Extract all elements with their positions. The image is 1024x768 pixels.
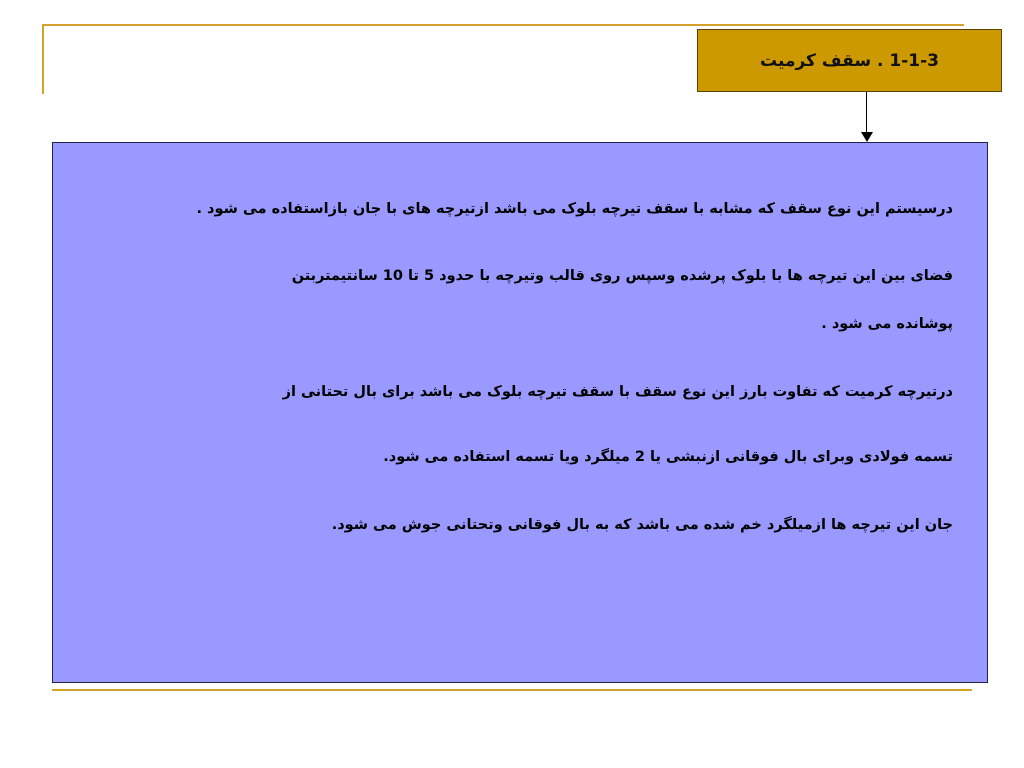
bottom-divider-line xyxy=(52,689,972,691)
slide-title: 1-1-3 . سقف کرمیت xyxy=(760,50,939,71)
connector-line xyxy=(866,92,867,134)
arrow-down-icon xyxy=(861,132,873,142)
paragraph-line: پوشانده می شود . xyxy=(821,316,953,332)
top-divider-line xyxy=(42,24,964,26)
paragraph-line: جان این تیرچه ها ازمیلگرد خم شده می باشد که به بال فوقانی وتحتانی جوش می شود. xyxy=(331,517,953,533)
slide-title-box xyxy=(697,29,1002,92)
content-panel xyxy=(52,142,988,683)
paragraph-line: فضای بین این تیرچه ها با بلوک پرشده وسپس روی قالب وتیرچه با حدود 5 تا 10 سانتیمتربتن xyxy=(291,268,953,284)
left-divider-line xyxy=(42,24,44,94)
paragraph-line: درتیرچه کرمیت که تفاوت بارز این نوع سقف با سقف تیرچه بلوک می باشد برای بال تحتانی از xyxy=(282,384,953,400)
paragraph-line: درسیستم این نوع سقف که مشابه با سقف تیرچه بلوک می باشد ازتیرچه های با جان بازاستفاده می شود . xyxy=(196,201,953,217)
paragraph-line: تسمه فولادی وبرای بال فوقانی ازنبشی یا 2 میلگرد ویا تسمه استفاده می شود. xyxy=(383,449,953,465)
